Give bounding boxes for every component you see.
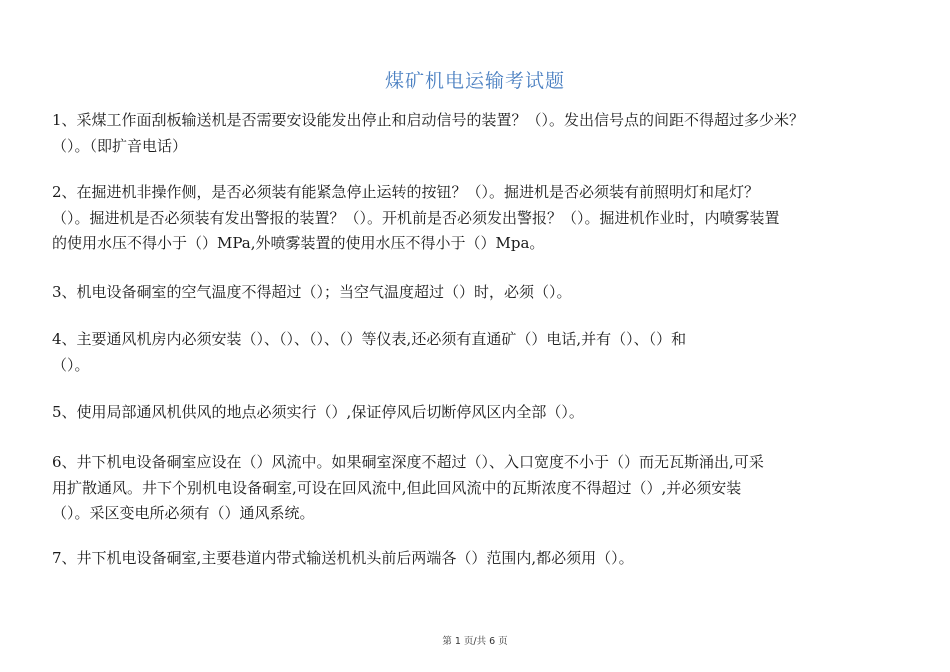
question-3 [52, 280, 902, 306]
question-line: （）。（即扩音电话） [52, 136, 188, 155]
question-5 [52, 400, 902, 426]
question-line: 4、主要通风机房内必须安装（）、（）、（）、（）等仪表,还必须有直通矿（）电话,并有（）、（）和 [52, 330, 687, 348]
question-line: 3、机电设备硐室的空气温度不得超过（）；当空气温度超过（）时，必须（）。 [52, 283, 572, 301]
question-1 [52, 108, 902, 159]
question-2 [52, 180, 902, 257]
question-line: 6、井下机电设备硐室应设在（）风流中。如果硐室深度不超过（）、入口宽度不小于（）而无瓦斯涌出,可采 [52, 453, 764, 471]
question-6 [52, 450, 902, 527]
page-footer: 第 1 页/共 6 页 [442, 636, 508, 647]
question-7 [52, 546, 902, 572]
question-line: 1、采煤工作面刮板输送机是否需要安设能发出停止和启动信号的装置？（）。发出信号点的间距不得超过多少米？ [52, 111, 805, 129]
question-line: 2、在掘进机非操作侧，是否必须装有能紧急停止运转的按钮？（）。掘进机是否必须装有前照明灯和尾灯？ [52, 183, 760, 201]
question-line: （）。采区变电所必须有（）通风系统。 [52, 504, 315, 522]
document-title: 煤矿机电运输考试题 [384, 70, 565, 92]
question-line: （）。 [52, 355, 90, 374]
question-4 [52, 327, 902, 378]
question-line: 的使用水压不得小于（）MPa,外喷雾装置的使用水压不得小于（）Mpa。 [52, 234, 545, 252]
question-line: 用扩散通风。井下个别机电设备硐室,可设在回风流中,但此回风流中的瓦斯浓度不得超过（）,并必须安装 [52, 478, 742, 497]
question-line: （）。掘进机是否必须装有发出警报的装置？（）。开机前是否必须发出警报？（）。掘进机作业时，内喷雾装置 [52, 208, 780, 227]
question-line: 7、井下机电设备硐室,主要巷道内带式输送机机头前后两端各（）范围内,都必须用（）。 [52, 549, 634, 567]
question-line: 5、使用局部通风机供风的地点必须实行（）,保证停风后切断停风区内全部（）。 [52, 403, 584, 421]
